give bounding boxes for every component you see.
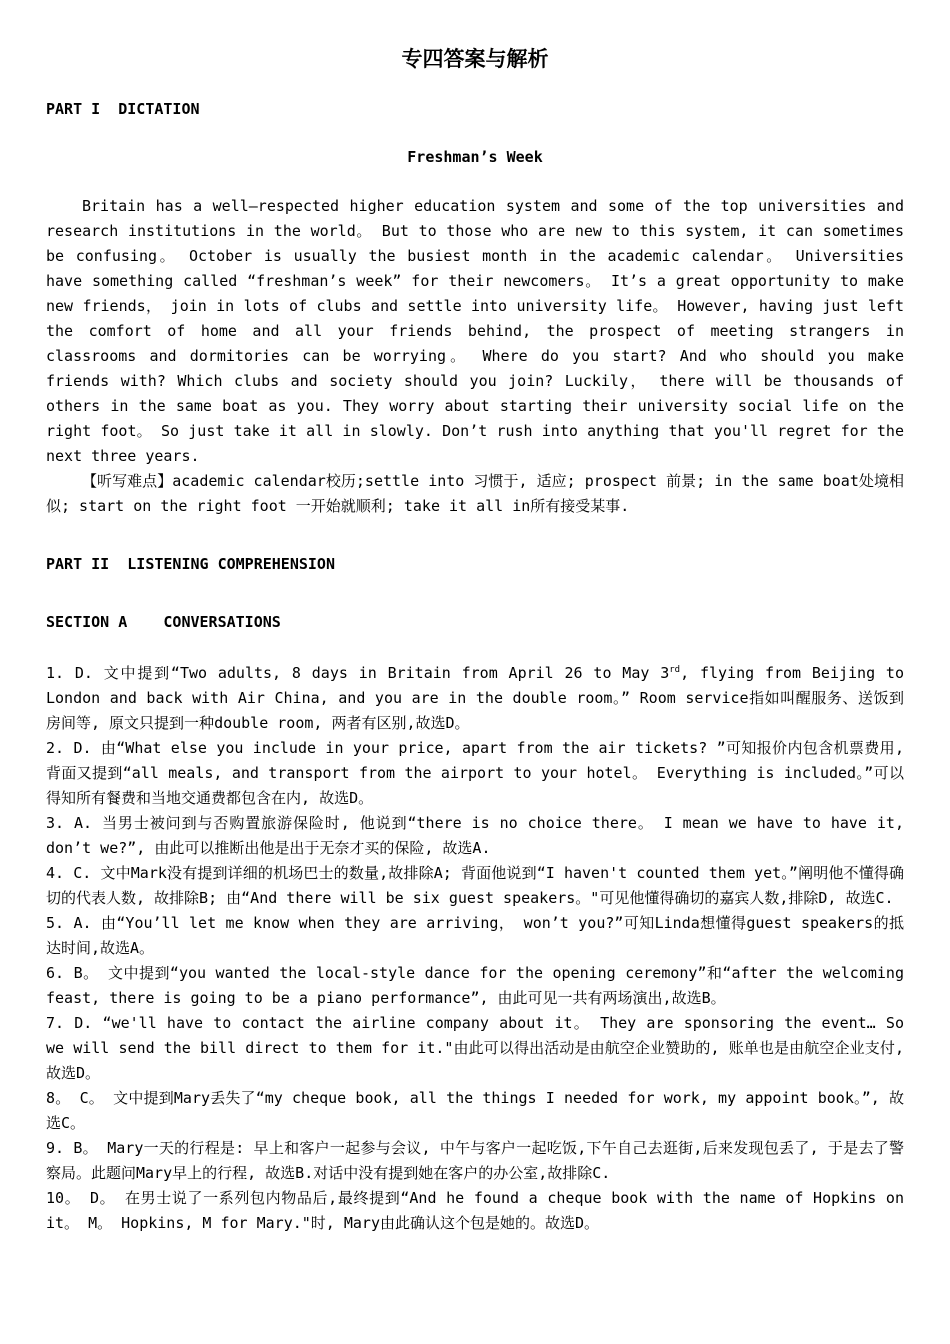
part2-heading: PART II LISTENING COMPREHENSION (46, 555, 335, 573)
answer-list (46, 661, 904, 1236)
answer-item: 4. C. 文中Mark没有提到详细的机场巴士的数量,故排除A; 背面他说到“I haven't counted them yet。”阐明他不懂得确切的代表人数, 故排除B; 由“And there will be six guest speakers。"可见他懂得确切的嘉宾人数,排除D, 故选C. (46, 864, 904, 907)
answer-item: 6. B。 文中提到“you wanted the local-style dance for the opening ceremony”和“after the welcoming feast, there is going to be a piano performance”, 由此可见一共有两场演出,故选B。 (46, 964, 904, 1007)
passage-title: Freshman’s Week (407, 148, 543, 166)
answer-item: 3. A. 当男士被问到与否购置旅游保险时, 他说到“there is no choice there。 I mean we have to have it, don’t we?”, 由此可以推断出他是出于无奈才买的保险, 故选A. (46, 814, 904, 857)
dictation-passage: Britain has a well—respected higher education system and some of the top universities and research institutions in the world。 But to those who are new to this system, it can sometimes be confusing。 October is usually the busiest month in the academic calendar。 Universities have something called “freshman’s week” for their newcomers。 It’s a great opportunity to make new friends， join in lots of clubs and settle into university life。 However, having just left the comfort of home and all your friends behind, the prospect of meeting strangers in classrooms and dormitories can be worrying。 Where do you start? And who should you make friends with? Which clubs and society should you join? Luckily， there will be thousands of others in the same boat as you. They worry about starting their university social life on the right foot。 So just take it all in slowly. Don’t rush into anything that you'll regret for the next three years. (46, 197, 904, 465)
section-a-heading: SECTION A CONVERSATIONS (46, 613, 281, 631)
document-title: 专四答案与解析 (401, 47, 549, 71)
answer-item: 7. D. “we'll have to contact the airline company about it。 They are sponsoring the event… So we will send the bill direct to them for it."由此可以得出活动是由航空企业赞助的, 账单也是由航空企业支付, 故选D。 (46, 1014, 904, 1082)
answer-item: 10。 D。 在男士说了一系列包内物品后,最终提到“And he found a cheque book with the name of Hopkins on it。 M。 Hopkins, M for Mary."时, Mary由此确认这个包是她的。故选D。 (46, 1189, 904, 1232)
part1-heading: PART I DICTATION (46, 100, 200, 118)
answer-item: 2. D. 由“What else you include in your price, apart from the air tickets? ”可知报价内包含机票费用, 背面又提到“all meals, and transport from the airport to your hotel。 Everything is included。”可以得知所有餐费和当地交通费都包含在内, 故选D。 (46, 739, 904, 807)
answer-item: 8。 C。 文中提到Mary丢失了“my cheque book, all the things I needed for work, my appoint book。”, 故选C。 (46, 1089, 904, 1132)
answer-item: 9. B。 Mary一天的行程是: 早上和客户一起参与会议, 中午与客户一起吃饭,下午自己去逛街,后来发现包丢了, 于是去了警察局。此题问Mary早上的行程, 故选B.对话中没有提到她在客户的办公室,故排除C. (46, 1139, 904, 1182)
answer-item: 1. D. 文中提到“Two adults, 8 days in Britain from April 26 to May 3rd, flying from Beijing to London and back with Air China, and you are in the double room。” Room service指如叫醒服务、送饭到房间等, 原文只提到一种double room, 两者有区别,故选D。 (46, 664, 904, 732)
document-page (46, 44, 904, 1236)
dictation-notes: 【听写难点】academic calendar校历;settle into 习惯于, 适应; prospect 前景; in the same boat处境相似; start on the right foot 一开始就顺利; take it all in所有接受某事. (46, 472, 904, 515)
answer-item: 5. A. 由“You’ll let me know when they are arriving， won’t you?”可知Linda想懂得guest speakers的抵达时间,故选A。 (46, 914, 904, 957)
